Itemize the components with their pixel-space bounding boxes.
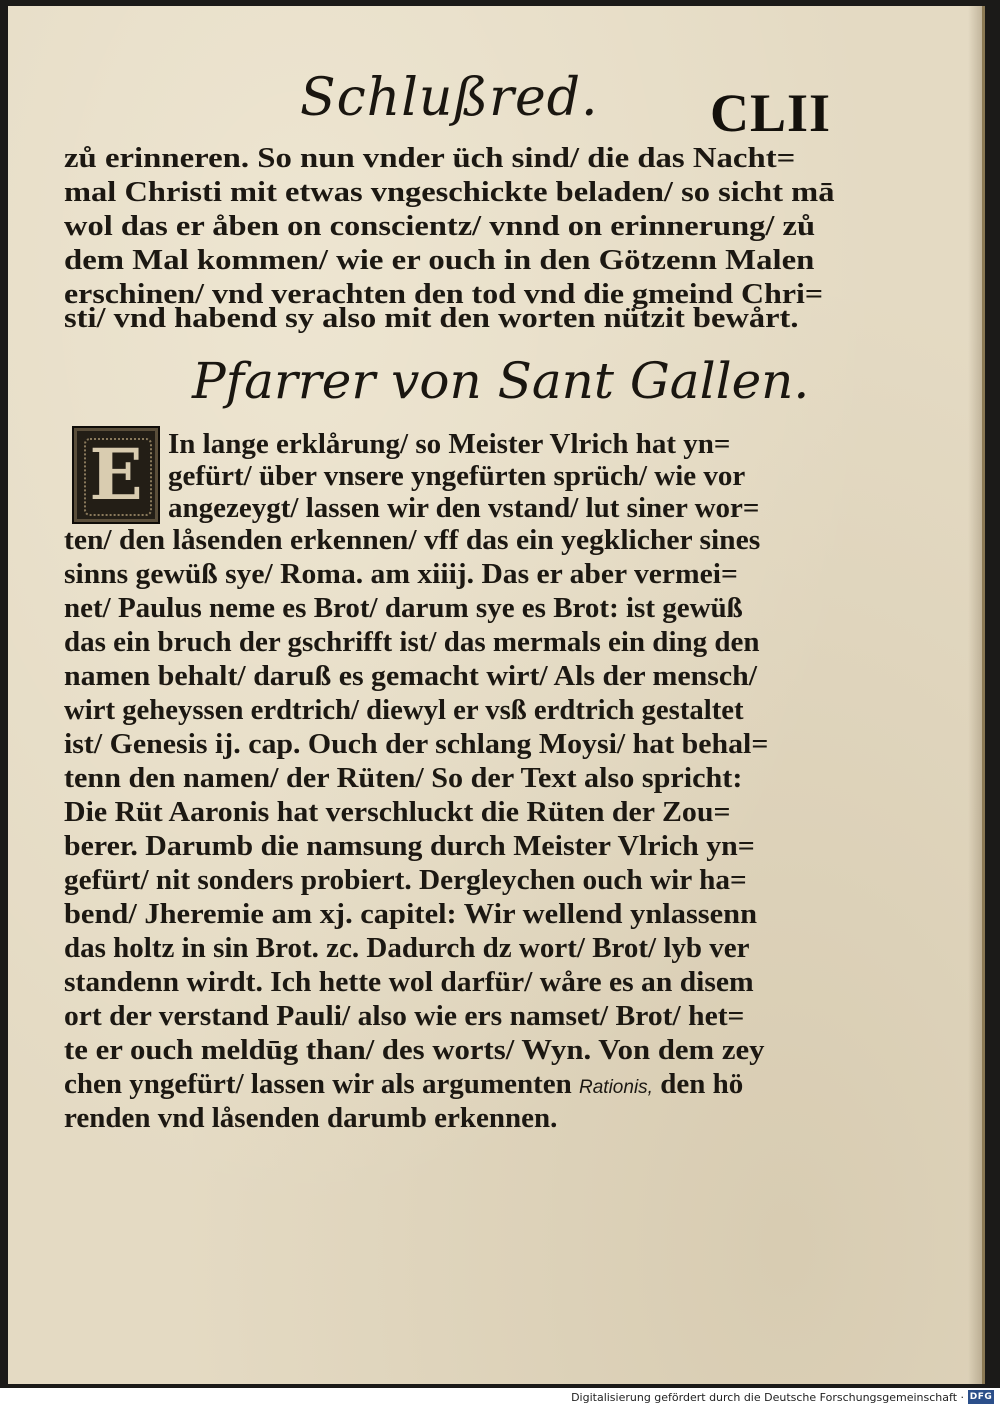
- text-span: chen yngefürt/ lassen wir als argumenten: [64, 1068, 572, 1100]
- text-line: erschinen/ vnd verachten den tod vnd die gmeind Chri=: [64, 278, 824, 310]
- text-line: gefürt/ über vnsere yngefürten sprüch/ wie vor: [168, 460, 746, 492]
- text-line: In lange erklårung/ so Meister Vlrich hat yn=: [168, 428, 731, 460]
- text-line: das holtz in sin Brot. zc. Dadurch dz wort/ Brot/ lyb ver: [64, 932, 750, 964]
- section-heading: Pfarrer von Sant Gallen.: [192, 352, 810, 410]
- book-page: [8, 6, 985, 1384]
- text-line: namen behalt/ daruß es gemacht wirt/ Als der mensch/: [64, 660, 758, 692]
- text-line: dem Mal kommen/ wie er ouch in den Götzenn Malen: [64, 244, 815, 276]
- footer-bar: [0, 1388, 1000, 1407]
- funding-credit: Digitalisierung gefördert durch die Deutsche Forschungsgemeinschaft ·: [571, 1391, 964, 1404]
- text-line: [64, 1070, 743, 1099]
- text-line: das ein bruch der gschrifft ist/ das mermals ein ding den: [64, 626, 760, 658]
- decorated-initial: [72, 426, 160, 524]
- text-line: mal Christi mit etwas vngeschickte beladen/ so sicht mā: [64, 176, 835, 208]
- text-line: net/ Paulus neme es Brot/ darum sye es Brot: ist gewüß: [64, 592, 743, 624]
- text-line: sti/ vnd habend sy also mit den worten nützit bewårt.: [64, 302, 799, 334]
- folio-number: CLII: [710, 83, 832, 143]
- text-line: berer. Darumb die namsung durch Meister Vlrich yn=: [64, 830, 755, 862]
- dfg-logo: DFG: [969, 1392, 993, 1402]
- text-line: ort der verstand Pauli/ also wie ers namset/ Brot/ het=: [64, 1000, 745, 1032]
- latin-word: Rationis,: [579, 1077, 653, 1098]
- running-title: Schlußred.: [300, 68, 599, 128]
- text-line: ten/ den låsenden erkennen/ vff das ein yegklicher sines: [64, 524, 761, 556]
- text-line: wol das er åben on conscientz/ vnnd on erinnerung/ zů: [64, 210, 816, 242]
- text-line: bend/ Jheremie am xj. capitel: Wir wellend ynlassenn: [64, 898, 758, 930]
- text-line: tenn den namen/ der Rüten/ So der Text also spricht:: [64, 762, 743, 794]
- text-line: te er ouch meldūg than/ des worts/ Wyn. Von dem zey: [64, 1034, 765, 1066]
- initial-letter: E: [89, 433, 143, 516]
- text-line: sinns gewüß sye/ Roma. am xiiij. Das er aber vermei=: [64, 558, 738, 590]
- text-line: angezeygt/ lassen wir den vstand/ lut siner wor=: [168, 492, 760, 524]
- text-line: Die Rüt Aaronis hat verschluckt die Rüten der Zou=: [64, 796, 731, 828]
- text-line: renden vnd låsenden darumb erkennen.: [64, 1102, 558, 1134]
- text-line: wirt geheyssen erdtrich/ diewyl er vsß erdtrich gestaltet: [64, 694, 744, 726]
- text-line: standenn wirdt. Ich hette wol darfür/ wåre es an disem: [64, 966, 754, 998]
- text-line: ist/ Genesis ij. cap. Ouch der schlang Moysi/ hat behal=: [64, 728, 769, 760]
- text-span: den hö: [660, 1068, 744, 1100]
- text-line: gefürt/ nit sonders probiert. Dergleychen ouch wir ha=: [64, 864, 747, 896]
- text-line: zů erinneren. So nun vnder üch sind/ die das Nacht=: [64, 142, 796, 174]
